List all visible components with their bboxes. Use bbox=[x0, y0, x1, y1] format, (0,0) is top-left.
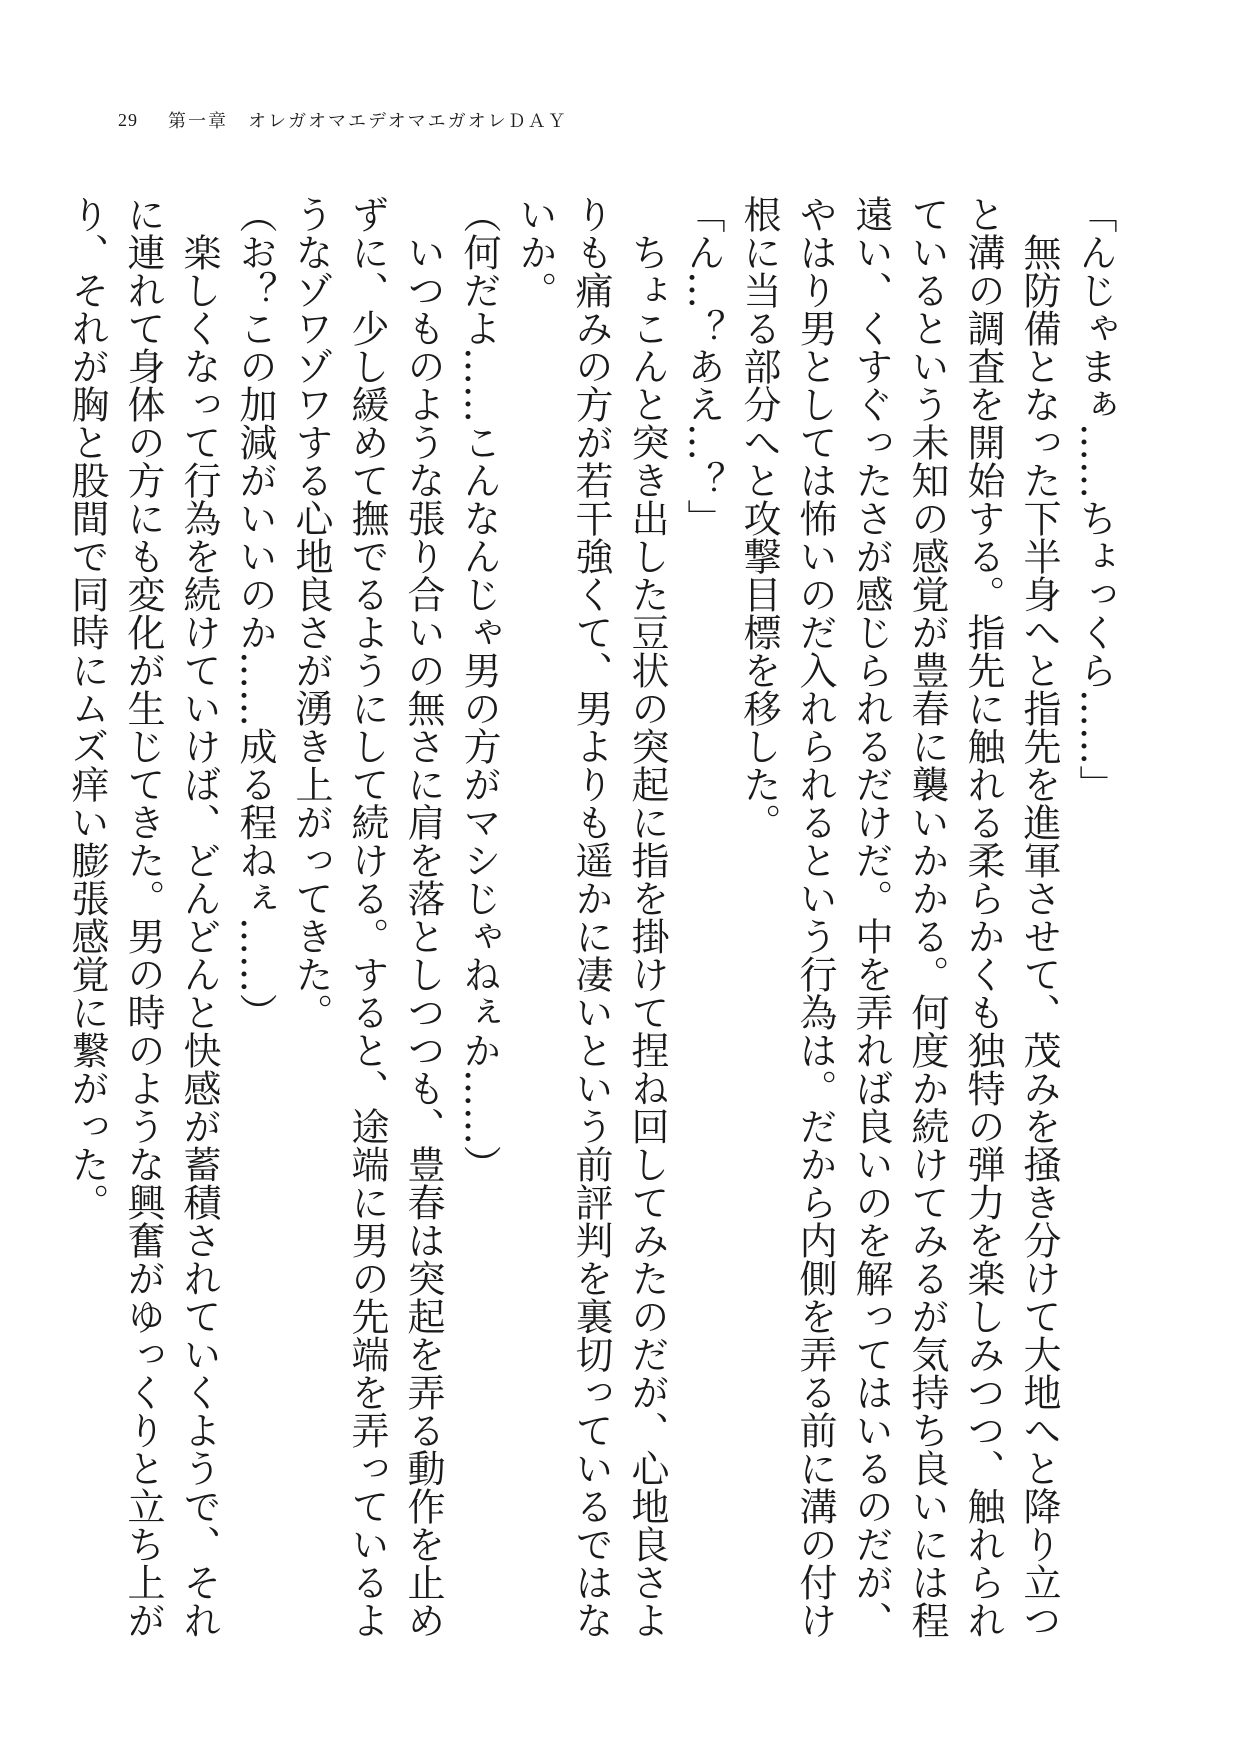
chapter-title: 第一章 オレガオマエデオマエガオレＤＡＹ bbox=[168, 111, 568, 132]
paragraph: （何だよ……こんなんじゃ男の方がマシじゃねぇか……） bbox=[457, 195, 501, 1183]
paragraph: 楽しくなって行為を続けていけば、どんどんと快感が蓄積されていくようで、それに連れて身体の方にも変化が生じてきた。男の時のような興奮がゆっくりと立ち上がり、それが胸と股間で同時にムズ痒い膨張感覚に繋がった。 bbox=[65, 195, 221, 1639]
paragraph: 「んじゃまぁ……ちょっくら……」 bbox=[1073, 195, 1117, 803]
paragraph: いつものような張り合いの無さに肩を落としつつも、豊春は突起を弄る動作を止めずに、少し緩めて撫でるようにして続ける。すると、途端に男の先端を弄っているようなゾワゾワする心地良さが湧き上がってきた。 bbox=[289, 195, 445, 1639]
paragraph: （お？この加減がいいのか……成る程ねぇ……） bbox=[233, 195, 277, 1031]
paragraph: 無防備となった下半身へと指先を進軍させて、茂みを掻き分けて大地へと降り立つと溝の調査を開始する。指先に触れる柔らかくも独特の弾力を楽しみつつ、触れられているという未知の感覚が豊春に襲いかかる。何度か続けてみるが気持ち良いには程遠い、くすぐったさが感じられるだけだ。中を弄れば良いのを解ってはいるのだが、やはり男としては怖いのだ入れられるという行為は。だから内側を弄る前に溝の付け根に当る部分へと攻撃目標を移した。 bbox=[737, 195, 1061, 1639]
paragraph: 「ん…？あえ…？」 bbox=[681, 195, 725, 537]
body-text bbox=[65, 195, 1123, 1650]
page-number: 29 bbox=[118, 109, 138, 130]
running-head bbox=[118, 106, 568, 134]
paragraph: ちょこんと突き出した豆状の突起に指を掛けて捏ね回してみたのだが、心地良さよりも痛みの方が若干強くて、男よりも遥かに凄いという前評判を裏切っているではないか。 bbox=[513, 195, 669, 1639]
